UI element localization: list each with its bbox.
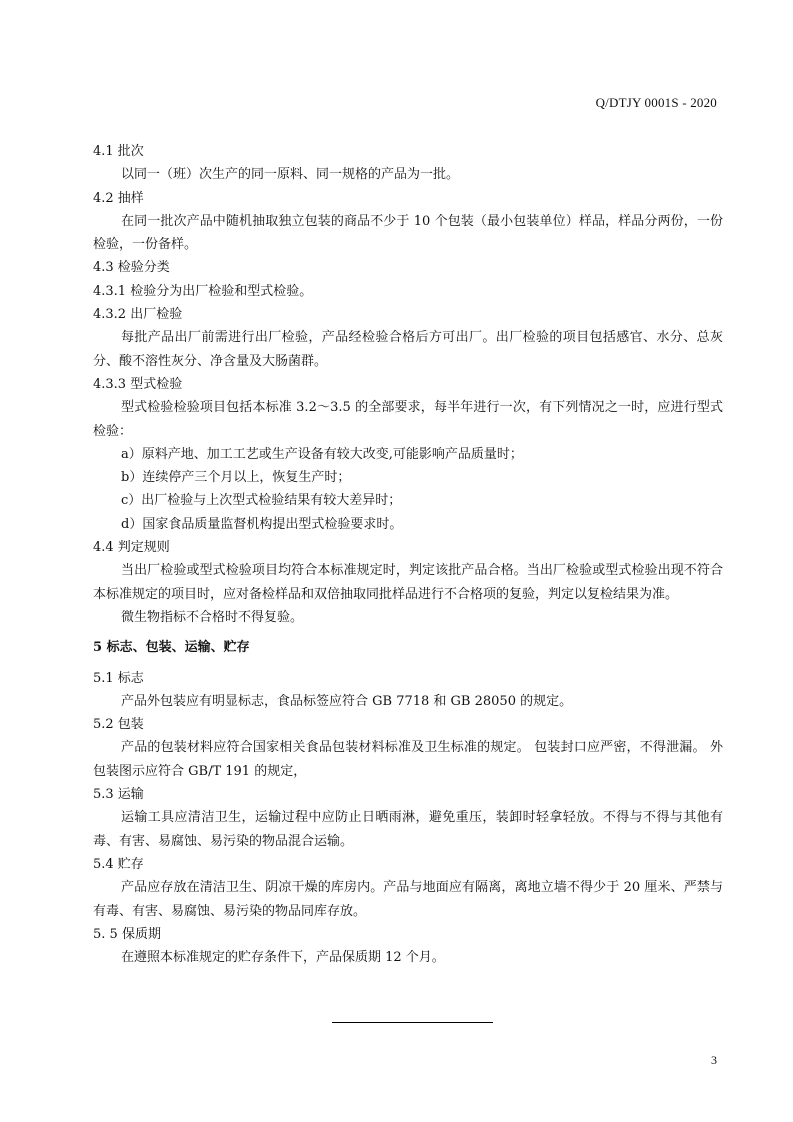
section-4-1-heading: 4.1 批次 bbox=[93, 144, 144, 159]
section-4-2-heading: 4.2 抽样 bbox=[93, 190, 144, 206]
section-5-4-heading: 5.4 贮存 bbox=[93, 856, 144, 872]
section-5-1-heading: 5.1 标志 bbox=[93, 670, 144, 686]
list-item-a: a）原料产地、加工工艺或生产设备有较大改变,可能影响产品质量时； bbox=[121, 446, 523, 462]
section-5-2-heading: 5.2 包装 bbox=[93, 717, 144, 733]
section-5-heading: 5 标志、包装、运输、贮存 bbox=[93, 640, 250, 656]
list-item-b: b）连续停产三个月以上，恢复生产时； bbox=[121, 470, 351, 486]
section-4-3-2-heading: 4.3.2 出厂检验 bbox=[93, 307, 183, 323]
section-4-3-heading: 4.3 检验分类 bbox=[93, 260, 170, 276]
section-4-4-heading: 4.4 判定规则 bbox=[93, 540, 170, 556]
end-rule bbox=[332, 1022, 493, 1023]
page-number: 3 bbox=[711, 1053, 717, 1067]
section-5-5-text: 在遵照本标准规定的贮存条件下，产品保质期 12 个月。 bbox=[121, 950, 445, 966]
section-5-2-text: 产品的包装材料应符合国家相关食品包装材料标准及卫生标准的规定。 包装封口应严密，不得泄漏。 外包装图示应符合 GB/T 191 的规定， bbox=[93, 740, 723, 779]
section-4-2-text: 在同一批次产品中随机抽取独立包装的商品不少于 10 个包装（最小包装单位）样品，样品分两份，一份检验，一份备样。 bbox=[93, 213, 723, 253]
section-5-5-heading: 5. 5 保质期 bbox=[93, 926, 161, 942]
section-4-3-1-text: 4.3.1 检验分为出厂检验和型式检验。 bbox=[93, 283, 313, 299]
section-5-3-heading: 5.3 运输 bbox=[93, 787, 144, 803]
section-4-4-text: 当出厂检验或型式检验项目均符合本标准规定时，判定该批产品合格。当出厂检验或型式检验出现不符合本标准规定的项目时，应对备检样品和双倍抽取同批样品进行不合格项的复验，判定以复检结果为准。 bbox=[93, 563, 723, 602]
section-5-1-text: 产品外包装应有明显标志，食品标签应符合 GB 7718 和 GB 28050 的规定。 bbox=[121, 693, 573, 709]
section-4-1-text: 以同一（班）次生产的同一原料、同一规格的产品为一批。 bbox=[121, 167, 460, 183]
section-5-4-text: 产品应存放在清洁卫生、阴凉干燥的库房内。产品与地面应有隔离，离地立墙不得少于 20 厘米、严禁与有毒、有害、易腐蚀、易污染的物品同库存放。 bbox=[93, 880, 723, 919]
list-item-c: c）出厂检验与上次型式检验结果有较大差异时； bbox=[121, 493, 402, 509]
section-4-4-note: 微生物指标不合格时不得复验。 bbox=[121, 609, 304, 625]
list-item-d: d）国家食品质量监督机构提出型式检验要求时。 bbox=[121, 516, 403, 532]
section-4-3-3-heading: 4.3.3 型式检验 bbox=[93, 376, 183, 392]
section-4-3-2-text: 每批产品出厂前需进行出厂检验，产品经检验合格后方可出厂。出厂检验的项目包括感官、水分、总灰分、酸不溶性灰分、净含量及大肠菌群。 bbox=[93, 330, 723, 369]
section-4-3-3-text: 型式检验检验项目包括本标准 3.2～3.5 的全部要求，每半年进行一次，有下列情况之一时，应进行型式检验： bbox=[93, 400, 723, 439]
document-body bbox=[93, 140, 723, 969]
document-header: Q/DTJY 0001S - 2020 bbox=[595, 95, 717, 110]
section-5-3-text: 运输工具应清洁卫生，运输过程中应防止日晒雨淋，避免重压，装卸时轻拿轻放。不得与不得与其他有毒、有害、易腐蚀、易污染的物品混合运输。 bbox=[93, 810, 723, 849]
